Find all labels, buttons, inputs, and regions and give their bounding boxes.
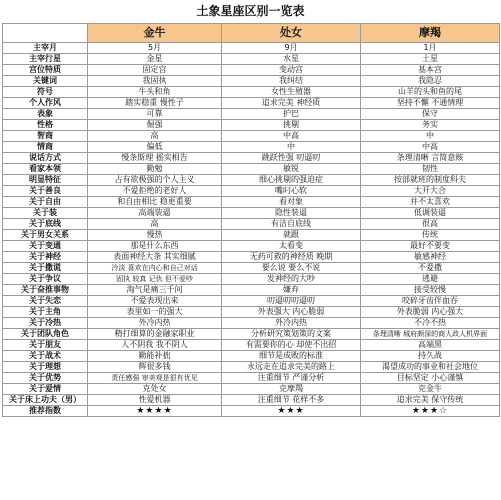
- cell-jinniu: 固执 较真 记仇 但不爱吵: [88, 274, 222, 285]
- cell-chunv: 分析研究策划策的文案: [222, 329, 361, 340]
- cell-jinniu: 精打细算的金融家职业: [88, 329, 222, 340]
- cell-chunv: 注重细节 严谨分析: [222, 373, 361, 384]
- cell-moxie: 坚持不懈 不通情理: [361, 98, 500, 109]
- row-label: 情商: [3, 142, 88, 153]
- table-row: [3, 351, 500, 362]
- cell-chunv: 跳跃性强 叨逼叨: [222, 153, 361, 164]
- row-label: 关于爱情: [3, 384, 88, 395]
- table-row: [3, 65, 500, 76]
- row-label: 关于装: [3, 208, 88, 219]
- cell-jinniu: 占有欲极强的个人主义: [88, 175, 222, 186]
- column-header-moxie: 摩羯: [361, 24, 500, 43]
- table-row: [3, 219, 500, 230]
- cell-moxie: 大开大合: [361, 186, 500, 197]
- cell-jinniu: 勤能补拙: [88, 351, 222, 362]
- cell-moxie: 很高: [361, 219, 500, 230]
- row-label: 关于优势: [3, 373, 88, 384]
- row-label: 关于底线: [3, 219, 88, 230]
- cell-chunv: 挑剔: [222, 120, 361, 131]
- cell-jinniu: 那是什么东西: [88, 241, 222, 252]
- cell-jinniu: 勤勉: [88, 164, 222, 175]
- row-label: 关于理想: [3, 362, 88, 373]
- table-row: [3, 76, 500, 87]
- cell-chunv: 隐性装逼: [222, 208, 361, 219]
- cell-chunv: 外表强大 内心脆弱: [222, 307, 361, 318]
- cell-chunv: 我纠结: [222, 76, 361, 87]
- cell-chunv: 永远走在追求完美的路上: [222, 362, 361, 373]
- table-row: [3, 164, 500, 175]
- table-row: [3, 54, 500, 65]
- row-label: 明显特征: [3, 175, 88, 186]
- cell-moxie: 咬碎牙齿伴血吞: [361, 296, 500, 307]
- cell-chunv: 有需要你的心 却使不出招: [222, 340, 361, 351]
- cell-moxie: 追求完美 保守传统: [361, 395, 500, 406]
- table-row: [3, 197, 500, 208]
- cell-moxie: 中: [361, 131, 500, 142]
- cell-jinniu: 人不阴我 我不阴人: [88, 340, 222, 351]
- table-row: [3, 153, 500, 164]
- table-row: [3, 285, 500, 296]
- cell-chunv: 水星: [222, 54, 361, 65]
- cell-chunv: 要么说 要么不说: [222, 263, 361, 274]
- row-label: 性格: [3, 120, 88, 131]
- table-row: [3, 340, 500, 351]
- table-row: [3, 208, 500, 219]
- cell-chunv: 无药可救的神经质 晚期: [222, 252, 361, 263]
- row-label: 表象: [3, 109, 88, 120]
- cell-moxie: 克金牛: [361, 384, 500, 395]
- row-label: 关于自由: [3, 197, 88, 208]
- row-label: 关于善良: [3, 186, 88, 197]
- cell-moxie: 敏感神经: [361, 252, 500, 263]
- table-row: [3, 373, 500, 384]
- cell-chunv: 细节是成败的标准: [222, 351, 361, 362]
- cell-jinniu: 固定宫: [88, 65, 222, 76]
- cell-moxie: 条理清晰 城府颇深的商人政人机界面: [361, 329, 500, 340]
- table-row: [3, 296, 500, 307]
- cell-moxie: 基本宫: [361, 65, 500, 76]
- table-row: [3, 120, 500, 131]
- row-label: 关于朋友: [3, 340, 88, 351]
- cell-jinniu: 倔强: [88, 120, 222, 131]
- column-header-chunv: 处女: [222, 24, 361, 43]
- row-label: 关于神经: [3, 252, 88, 263]
- table-row: [3, 98, 500, 109]
- cell-moxie: 中高: [361, 142, 500, 153]
- cell-moxie: 1月: [361, 43, 500, 54]
- row-label: 关键词: [3, 76, 88, 87]
- cell-chunv: 9月: [222, 43, 361, 54]
- cell-jinniu: 可靠: [88, 109, 222, 120]
- cell-jinniu: 牛头和角: [88, 87, 222, 98]
- cell-jinniu: 表面神经大条 其实细腻: [88, 252, 222, 263]
- cell-moxie: 我隐忍: [361, 76, 500, 87]
- cell-moxie: 传统: [361, 230, 500, 241]
- cell-moxie: 不冷不热: [361, 318, 500, 329]
- cell-chunv: 就跟: [222, 230, 361, 241]
- cell-chunv: 太看变: [222, 241, 361, 252]
- column-header-jinniu: 金牛: [88, 24, 222, 43]
- cell-jinniu: 高: [88, 131, 222, 142]
- cell-jinniu: 偏低: [88, 142, 222, 153]
- table-row: [3, 109, 500, 120]
- cell-jinniu: 我固执: [88, 76, 222, 87]
- cell-chunv: 敏锐: [222, 164, 361, 175]
- table-row: [3, 252, 500, 263]
- table-row: [3, 362, 500, 373]
- row-label: 关于争议: [3, 274, 88, 285]
- row-label: 主宰月: [3, 43, 88, 54]
- cell-jinniu: 冷淡 喜欢在内心和自己对话: [88, 263, 222, 274]
- corner-cell: [3, 24, 88, 43]
- cell-jinniu: 淘气是痛三千问: [88, 285, 222, 296]
- table-row: [3, 307, 500, 318]
- cell-moxie: 接受较慢: [361, 285, 500, 296]
- table-row: [3, 406, 500, 417]
- cell-moxie: 务实: [361, 120, 500, 131]
- cell-moxie: ★★★☆: [361, 406, 500, 417]
- cell-moxie: 高端黑: [361, 340, 500, 351]
- row-label: 关于团队角色: [3, 329, 88, 340]
- cell-chunv: 注重细节 花样不多: [222, 395, 361, 406]
- table-row: [3, 230, 500, 241]
- cell-jinniu: 金星: [88, 54, 222, 65]
- table-row: [3, 186, 500, 197]
- cell-chunv: 细心挑剔的强迫症: [222, 175, 361, 186]
- cell-chunv: 嫌弃: [222, 285, 361, 296]
- cell-chunv: 嘴叼心软: [222, 186, 361, 197]
- cell-moxie: 按部就班的制度科夫: [361, 175, 500, 186]
- cell-chunv: 叨逼叨叨逼叨: [222, 296, 361, 307]
- row-label: 关于男女关系: [3, 230, 88, 241]
- cell-chunv: 克摩羯: [222, 384, 361, 395]
- cell-jinniu: 外冷内热: [88, 318, 222, 329]
- table-row: [3, 318, 500, 329]
- table-row: [3, 175, 500, 186]
- table-row: [3, 43, 500, 54]
- row-label: 看家本领: [3, 164, 88, 175]
- cell-jinniu: 慢条斯理 摇实相告: [88, 153, 222, 164]
- cell-moxie: 韧性: [361, 164, 500, 175]
- row-label: 说话方式: [3, 153, 88, 164]
- cell-moxie: 目标坚定 小心谨慎: [361, 373, 500, 384]
- cell-moxie: 土星: [361, 54, 500, 65]
- row-label: 主宰行星: [3, 54, 88, 65]
- row-label: 关于变通: [3, 241, 88, 252]
- header-row: [3, 24, 500, 43]
- cell-moxie: 并不太喜欢: [361, 197, 500, 208]
- cell-moxie: 低调装逼: [361, 208, 500, 219]
- table-row: [3, 241, 500, 252]
- cell-moxie: 逃避: [361, 274, 500, 285]
- cell-chunv: 追求完美 神经质: [222, 98, 361, 109]
- row-label: 关于冷热: [3, 318, 88, 329]
- cell-chunv: 变动宫: [222, 65, 361, 76]
- cell-jinniu: 表里如一的强大: [88, 307, 222, 318]
- row-label: 个人作风: [3, 98, 88, 109]
- cell-jinniu: 高端装逼: [88, 208, 222, 219]
- cell-moxie: 最好不要变: [361, 241, 500, 252]
- row-label: 符号: [3, 87, 88, 98]
- row-label: 推荐指数: [3, 406, 88, 417]
- cell-jinniu: 5月: [88, 43, 222, 54]
- cell-moxie: 渴望成功的事业和社会地位: [361, 362, 500, 373]
- cell-moxie: 持久战: [361, 351, 500, 362]
- row-label: 关于撒谎: [3, 263, 88, 274]
- cell-jinniu: 性爱机器: [88, 395, 222, 406]
- cell-jinniu: 踏实稳重 慢性子: [88, 98, 222, 109]
- table-row: [3, 274, 500, 285]
- row-label: 关于床上功夫（男）: [3, 395, 88, 406]
- cell-jinniu: 慢热: [88, 230, 222, 241]
- cell-chunv: 中: [222, 142, 361, 153]
- cell-jinniu: 高: [88, 219, 222, 230]
- comparison-table: [2, 23, 500, 417]
- cell-jinniu: 克处女: [88, 384, 222, 395]
- cell-chunv: 女性生殖器: [222, 87, 361, 98]
- cell-jinniu: ★★★★: [88, 406, 222, 417]
- cell-moxie: 外表脆弱 内心强大: [361, 307, 500, 318]
- table-row: [3, 384, 500, 395]
- cell-jinniu: 和自由相比 稳更重要: [88, 197, 222, 208]
- cell-jinniu: 不爱拒绝的老好人: [88, 186, 222, 197]
- cell-chunv: 护巴: [222, 109, 361, 120]
- page-title: 土象星座区别一览表: [196, 4, 305, 18]
- row-label: 智商: [3, 131, 88, 142]
- row-label: 关于奋推事物: [3, 285, 88, 296]
- table-row: [3, 142, 500, 153]
- table-row: [3, 263, 500, 274]
- row-label: 关于失恋: [3, 296, 88, 307]
- cell-chunv: 有洁自底线: [222, 219, 361, 230]
- table-row: [3, 329, 500, 340]
- cell-chunv: 中高: [222, 131, 361, 142]
- table-body: [3, 43, 500, 417]
- cell-moxie: 不爱撒: [361, 263, 500, 274]
- cell-jinniu: 责任感强 审美观是很有优见: [88, 373, 222, 384]
- cell-chunv: ★★★: [222, 406, 361, 417]
- cell-chunv: 外冷内热: [222, 318, 361, 329]
- row-label: 关于主角: [3, 307, 88, 318]
- cell-chunv: 看对象: [222, 197, 361, 208]
- cell-chunv: 发神经的大吵: [222, 274, 361, 285]
- table-row: [3, 395, 500, 406]
- cell-moxie: 保守: [361, 109, 500, 120]
- row-label: 宫位特质: [3, 65, 88, 76]
- cell-moxie: 山羊的头和鱼的尾: [361, 87, 500, 98]
- table-row: [3, 87, 500, 98]
- cell-moxie: 条理清晰 言简意赅: [361, 153, 500, 164]
- row-label: 关于战术: [3, 351, 88, 362]
- cell-jinniu: 不爱表现出来: [88, 296, 222, 307]
- cell-jinniu: 辉很多钱: [88, 362, 222, 373]
- table-row: [3, 131, 500, 142]
